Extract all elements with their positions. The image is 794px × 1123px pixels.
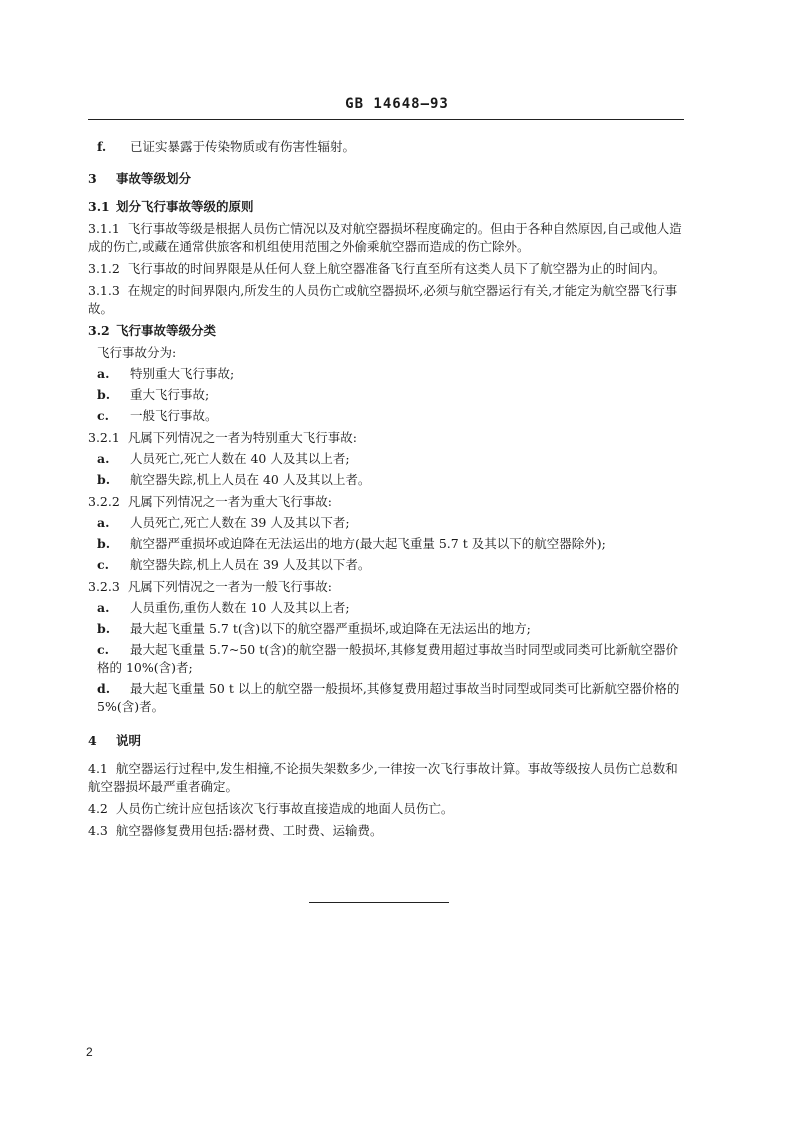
- clause-3-2-2: [88, 493, 684, 511]
- section-number: 3.2: [88, 323, 110, 338]
- clause-text: 凡属下列情况之一者为特别重大飞行事故:: [127, 430, 357, 445]
- list-marker: b.: [97, 621, 111, 636]
- section-heading-3: [88, 170, 684, 188]
- clause-text: 飞行事故的时间界限是从任何人登上航空器准备飞行直至所有这类人员下了航空器为止的时间内。: [127, 261, 666, 276]
- clause-3-2-1: [88, 429, 684, 447]
- clause-number: 3.1.3: [88, 283, 120, 298]
- section-number: 3: [88, 171, 97, 186]
- list-item: [88, 365, 684, 383]
- list-marker: c.: [97, 642, 109, 657]
- section-title: 飞行事故等级分类: [116, 323, 217, 338]
- clause-3-1-3: [88, 282, 684, 318]
- clause-4-2: [88, 800, 684, 818]
- list-text: 人员死亡,死亡人数在 40 人及其以上者;: [130, 451, 350, 466]
- page-header-standard-number: GB 14648—93: [345, 96, 449, 112]
- list-text: 最大起飞重量 50 t 以上的航空器一般损坏,其修复费用超过事故当时同型或同类可比新航空器价格的 5%(含)者。: [97, 681, 680, 714]
- list-text: 航空器严重损坏或迫降在无法运出的地方(最大起飞重量 5.7 t 及其以下的航空器除外);: [130, 536, 606, 551]
- list-text: 特别重大飞行事故;: [130, 366, 235, 381]
- list-text: 人员重伤,重伤人数在 10 人及其以上者;: [130, 600, 350, 615]
- list-marker: b.: [97, 536, 111, 551]
- list-item: [88, 407, 684, 425]
- list-item: [88, 471, 684, 489]
- subsection-heading-3-1: [88, 198, 684, 216]
- clause-4-3: [88, 822, 684, 840]
- list-marker: a.: [97, 366, 110, 381]
- list-item: [88, 514, 684, 532]
- list-marker: a.: [97, 600, 110, 615]
- list-marker: b.: [97, 387, 111, 402]
- section-title: 划分飞行事故等级的原则: [116, 199, 254, 214]
- section-title: 说明: [116, 733, 142, 748]
- clause-number: 4.1: [88, 761, 108, 776]
- list-text: 一般飞行事故。: [130, 408, 218, 423]
- list-text: 重大飞行事故;: [130, 387, 210, 402]
- list-item: [88, 641, 684, 677]
- list-text: 最大起飞重量 5.7 t(含)以下的航空器严重损坏,或迫降在无法运出的地方;: [130, 621, 531, 636]
- clause-3-1-1: [88, 220, 684, 256]
- end-of-document-rule: [309, 902, 449, 903]
- list-text: 航空器失踪,机上人员在 39 人及其以下者。: [130, 557, 371, 572]
- clause-number: 4.2: [88, 801, 108, 816]
- clause-3-1-2: [88, 260, 684, 278]
- list-item: [88, 535, 684, 553]
- clause-text: 人员伤亡统计应包括该次飞行事故直接造成的地面人员伤亡。: [115, 801, 454, 816]
- list-marker: c.: [97, 557, 109, 572]
- section-number: 4: [88, 733, 97, 748]
- list-marker: b.: [97, 472, 111, 487]
- list-text: 已证实暴露于传染物质或有伤害性辐射。: [130, 139, 356, 154]
- subsection-heading-3-2: [88, 322, 684, 340]
- list-marker: c.: [97, 408, 109, 423]
- list-item: [88, 680, 684, 716]
- clause-number: 3.2.1: [88, 430, 120, 445]
- clause-text: 凡属下列情况之一者为重大飞行事故:: [127, 494, 332, 509]
- list-item: [88, 138, 684, 156]
- clause-4-1: [88, 760, 684, 796]
- list-item: [88, 620, 684, 638]
- list-marker: d.: [97, 681, 111, 696]
- list-item: [88, 450, 684, 468]
- header-rule: [88, 119, 684, 120]
- list-item: [88, 599, 684, 617]
- clause-text: 航空器运行过程中,发生相撞,不论损失架数多少,一律按一次飞行事故计算。事故等级按人员伤亡总数和航空器损坏最严重者确定。: [88, 761, 678, 794]
- clause-number: 4.3: [88, 823, 108, 838]
- list-item: [88, 386, 684, 404]
- list-marker: f.: [97, 139, 107, 154]
- list-marker: a.: [97, 515, 110, 530]
- page-number: 2: [86, 1045, 93, 1059]
- clause-number: 3.1.2: [88, 261, 120, 276]
- section-title: 事故等级划分: [116, 171, 192, 186]
- list-text: 最大起飞重量 5.7~50 t(含)的航空器一般损坏,其修复费用超过事故当时同型或同类可比新航空器价格的 10%(含)者;: [97, 642, 678, 675]
- list-text: 航空器失踪,机上人员在 40 人及其以上者。: [130, 472, 371, 487]
- clause-number: 3.1.1: [88, 221, 120, 236]
- clause-text: 飞行事故等级是根据人员伤亡情况以及对航空器损坏程度确定的。但由于各种自然原因,自己或他人造成的伤亡,或藏在通常供旅客和机组使用范围之外偷乘航空器而造成的伤亡除外。: [88, 221, 682, 254]
- clause-text: 在规定的时间界限内,所发生的人员伤亡或航空器损坏,必须与航空器运行有关,才能定为航空器飞行事故。: [88, 283, 678, 316]
- clause-3-2-3: [88, 578, 684, 596]
- list-marker: a.: [97, 451, 110, 466]
- clause-number: 3.2.2: [88, 494, 120, 509]
- section-heading-4: [88, 732, 684, 750]
- clause-number: 3.2.3: [88, 579, 120, 594]
- clause-text: 凡属下列情况之一者为一般飞行事故:: [127, 579, 332, 594]
- list-text: 人员死亡,死亡人数在 39 人及其以下者;: [130, 515, 350, 530]
- section-number: 3.1: [88, 199, 110, 214]
- list-item: [88, 556, 684, 574]
- document-body: [88, 135, 684, 840]
- clause-intro: 飞行事故分为:: [97, 345, 177, 360]
- clause-text: 航空器修复费用包括:器材费、工时费、运输费。: [115, 823, 383, 838]
